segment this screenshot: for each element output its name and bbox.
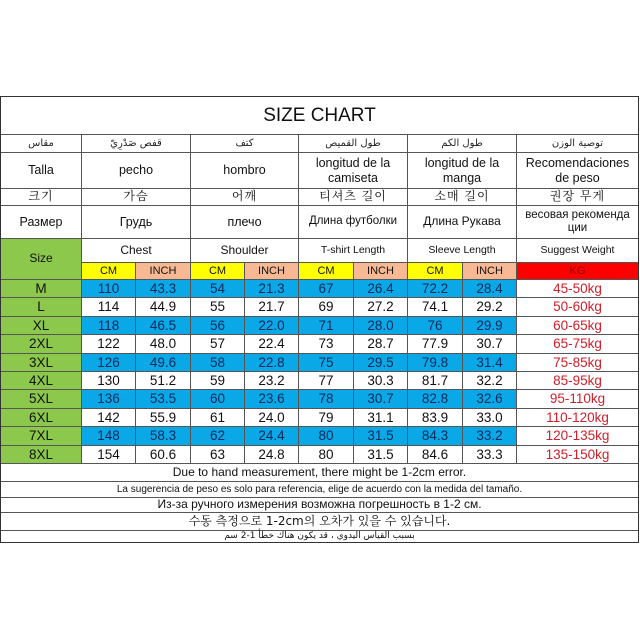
sleeve-inch-value: 32.2: [463, 372, 517, 389]
header-spanish-sleeve-length: longitud de la manga: [408, 153, 517, 188]
chest-cm-value: 118: [82, 317, 136, 334]
chest-inch-value: 53.5: [136, 390, 191, 407]
header-arabic-shoulder: كتف: [191, 135, 299, 152]
chest-inch-value: 51.2: [136, 372, 191, 389]
tshirt-cm-value: 71: [299, 317, 354, 334]
table-row: [1, 427, 638, 445]
tshirt-inch-value: 29.5: [354, 354, 408, 371]
shoulder-inch-value: 23.6: [245, 390, 299, 407]
unit-chest-inch: INCH: [136, 263, 191, 279]
weight-value: 95-110kg: [517, 390, 638, 407]
header-russian-shoulder: плечо: [191, 206, 299, 238]
chest-inch-value: 43.3: [136, 280, 191, 297]
unit-sleeve-inch: INCH: [463, 263, 517, 279]
table-row: [1, 390, 638, 408]
header-tshirt-length: T-shirt Length: [299, 239, 408, 262]
table-row: [1, 280, 638, 298]
sleeve-cm-value: 82.8: [408, 390, 463, 407]
header-arabic-tshirt-length: طول القميص: [299, 135, 408, 152]
shoulder-cm-value: 56: [191, 317, 245, 334]
table-row: [1, 446, 638, 464]
header-suggest-weight: Suggest Weight: [540, 244, 615, 257]
table-row: [1, 372, 638, 390]
shoulder-cm-value: 54: [191, 280, 245, 297]
footnote-row-spanish: [1, 482, 638, 498]
sleeve-cm-value: 79.8: [408, 354, 463, 371]
sleeve-cm-value: 74.1: [408, 298, 463, 315]
weight-value: 120-135kg: [517, 427, 638, 444]
shoulder-inch-value: 22.4: [245, 335, 299, 352]
size-label: 4XL: [1, 372, 82, 389]
header-chest: Chest: [82, 239, 191, 262]
tshirt-cm-value: 79: [299, 409, 354, 426]
header-row-russian: [1, 206, 638, 239]
sleeve-cm-value: 84.6: [408, 446, 463, 463]
header-spanish-chest: pecho: [82, 153, 191, 188]
tshirt-cm-value: 80: [299, 427, 354, 444]
footnote-spanish: La sugerencia de peso es solo para referencia, elige de acuerdo con la medida del tamaño.: [116, 483, 523, 495]
header-row-units: [82, 263, 638, 280]
footnote-row-arabic: [1, 531, 638, 542]
sleeve-cm-value: 81.7: [408, 372, 463, 389]
weight-value: 85-95kg: [517, 372, 638, 389]
size-label: 2XL: [1, 335, 82, 352]
chest-inch-value: 60.6: [136, 446, 191, 463]
chest-inch-value: 49.6: [136, 354, 191, 371]
sleeve-inch-value: 32.6: [463, 390, 517, 407]
shoulder-cm-value: 58: [191, 354, 245, 371]
sleeve-cm-value: 83.9: [408, 409, 463, 426]
tshirt-cm-value: 80: [299, 446, 354, 463]
sleeve-inch-value: 33.3: [463, 446, 517, 463]
shoulder-inch-value: 24.4: [245, 427, 299, 444]
header-korean-tshirt-length: 티셔츠 길이: [299, 189, 408, 205]
header-korean-size: 크기: [1, 189, 82, 205]
chest-cm-value: 136: [82, 390, 136, 407]
shoulder-cm-value: 55: [191, 298, 245, 315]
chest-cm-value: 122: [82, 335, 136, 352]
header-row-korean: [1, 189, 638, 206]
sleeve-cm-value: 76: [408, 317, 463, 334]
tshirt-inch-value: 28.0: [354, 317, 408, 334]
shoulder-cm-value: 63: [191, 446, 245, 463]
shoulder-inch-value: 23.2: [245, 372, 299, 389]
chart-title: SIZE CHART: [263, 104, 376, 126]
header-spanish-shoulder: hombro: [191, 153, 299, 188]
unit-tshirt-cm: CM: [299, 263, 354, 279]
weight-value: 75-85kg: [517, 354, 638, 371]
unit-tshirt-inch: INCH: [354, 263, 408, 279]
tshirt-inch-value: 28.7: [354, 335, 408, 352]
chest-inch-value: 44.9: [136, 298, 191, 315]
tshirt-inch-value: 27.2: [354, 298, 408, 315]
size-label: 3XL: [1, 354, 82, 371]
header-russian-weight: весовая рекоменда ции: [525, 208, 630, 234]
shoulder-cm-value: 62: [191, 427, 245, 444]
shoulder-inch-value: 21.7: [245, 298, 299, 315]
table-row: [1, 409, 638, 427]
shoulder-inch-value: 22.8: [245, 354, 299, 371]
unit-shoulder-inch: INCH: [245, 263, 299, 279]
footnote-english: Due to hand measurement, there might be 1-2cm error.: [172, 464, 467, 479]
header-spanish-weight: Recomendaciones de peso: [525, 156, 630, 185]
chest-inch-value: 58.3: [136, 427, 191, 444]
header-korean-weight: 권장 무게: [549, 189, 606, 204]
table-row: [1, 335, 638, 353]
sleeve-cm-value: 77.9: [408, 335, 463, 352]
tshirt-inch-value: 31.5: [354, 446, 408, 463]
header-row-spanish: [1, 153, 638, 189]
footnote-row-russian: [1, 498, 638, 513]
chest-cm-value: 142: [82, 409, 136, 426]
shoulder-inch-value: 22.0: [245, 317, 299, 334]
header-arabic-chest: قفص صَدْرِيّ: [82, 135, 191, 152]
sleeve-cm-value: 72.2: [408, 280, 463, 297]
header-russian-sleeve-length: Длина Рукава: [408, 206, 517, 238]
header-arabic-weight: توصية الوزن: [551, 137, 604, 149]
tshirt-cm-value: 73: [299, 335, 354, 352]
tshirt-cm-value: 78: [299, 390, 354, 407]
table-row: [1, 298, 638, 316]
chest-cm-value: 148: [82, 427, 136, 444]
header-korean-shoulder: 어깨: [191, 189, 299, 205]
header-arabic-sleeve-length: طول الكم: [408, 135, 517, 152]
sleeve-inch-value: 30.7: [463, 335, 517, 352]
size-label: 5XL: [1, 390, 82, 407]
unit-weight-kg: KG: [517, 263, 638, 279]
chest-cm-value: 126: [82, 354, 136, 371]
header-russian-tshirt-length: Длина футболки: [299, 206, 408, 238]
header-korean-chest: 가슴: [82, 189, 191, 205]
tshirt-inch-value: 30.3: [354, 372, 408, 389]
weight-value: 60-65kg: [517, 317, 638, 334]
chest-cm-value: 114: [82, 298, 136, 315]
shoulder-inch-value: 24.8: [245, 446, 299, 463]
header-row-english-labels: [82, 239, 638, 263]
shoulder-cm-value: 61: [191, 409, 245, 426]
weight-value: 65-75kg: [517, 335, 638, 352]
footnote-arabic: بسبب القياس اليدوي ، قد يكون هناك خطأ 1-2 سم: [224, 531, 415, 542]
tshirt-inch-value: 26.4: [354, 280, 408, 297]
weight-value: 135-150kg: [517, 446, 638, 463]
chest-cm-value: 110: [82, 280, 136, 297]
tshirt-cm-value: 69: [299, 298, 354, 315]
header-arabic-size: مقاس: [1, 135, 82, 152]
shoulder-cm-value: 59: [191, 372, 245, 389]
size-label: 7XL: [1, 427, 82, 444]
weight-value: 110-120kg: [517, 409, 638, 426]
tshirt-cm-value: 67: [299, 280, 354, 297]
unit-sleeve-cm: CM: [408, 263, 463, 279]
shoulder-inch-value: 21.3: [245, 280, 299, 297]
weight-value: 45-50kg: [517, 280, 638, 297]
tshirt-inch-value: 31.1: [354, 409, 408, 426]
footnote-row-korean: [1, 513, 638, 531]
footnote-row-english: [1, 464, 638, 482]
sleeve-inch-value: 33.2: [463, 427, 517, 444]
header-sleeve-length: Sleeve Length: [408, 239, 517, 262]
unit-shoulder-cm: CM: [191, 263, 245, 279]
size-label: L: [1, 298, 82, 315]
header-korean-sleeve-length: 소매 길이: [408, 189, 517, 205]
header-spanish-size: Talla: [1, 153, 82, 188]
chest-inch-value: 55.9: [136, 409, 191, 426]
chest-inch-value: 46.5: [136, 317, 191, 334]
tshirt-inch-value: 31.5: [354, 427, 408, 444]
chest-cm-value: 154: [82, 446, 136, 463]
sleeve-cm-value: 84.3: [408, 427, 463, 444]
sleeve-inch-value: 29.2: [463, 298, 517, 315]
size-label: XL: [1, 317, 82, 334]
chest-cm-value: 130: [82, 372, 136, 389]
shoulder-inch-value: 24.0: [245, 409, 299, 426]
header-shoulder: Shoulder: [191, 239, 299, 262]
size-chart-table: [0, 96, 639, 543]
header-spanish-tshirt-length: longitud de la camiseta: [299, 153, 408, 188]
tshirt-cm-value: 75: [299, 354, 354, 371]
table-row: [1, 317, 638, 335]
sleeve-inch-value: 33.0: [463, 409, 517, 426]
header-russian-chest: Грудь: [82, 206, 191, 238]
table-row: [1, 354, 638, 372]
footnote-korean: 수동 측정으로 1-2cm의 오차가 있을 수 있습니다.: [188, 513, 451, 528]
weight-value: 50-60kg: [517, 298, 638, 315]
header-row-arabic: [1, 135, 638, 153]
header-size: Size: [1, 239, 82, 280]
size-label: 8XL: [1, 446, 82, 463]
size-label: M: [1, 280, 82, 297]
shoulder-cm-value: 60: [191, 390, 245, 407]
unit-chest-cm: CM: [82, 263, 136, 279]
header-russian-size: Размер: [1, 206, 82, 238]
chest-inch-value: 48.0: [136, 335, 191, 352]
shoulder-cm-value: 57: [191, 335, 245, 352]
sleeve-inch-value: 29.9: [463, 317, 517, 334]
title-row: [1, 97, 638, 135]
tshirt-cm-value: 77: [299, 372, 354, 389]
footnote-russian: Из-за ручного измерения возможна погрешность в 1-2 см.: [157, 497, 482, 512]
sleeve-inch-value: 28.4: [463, 280, 517, 297]
sleeve-inch-value: 31.4: [463, 354, 517, 371]
tshirt-inch-value: 30.7: [354, 390, 408, 407]
size-label: 6XL: [1, 409, 82, 426]
